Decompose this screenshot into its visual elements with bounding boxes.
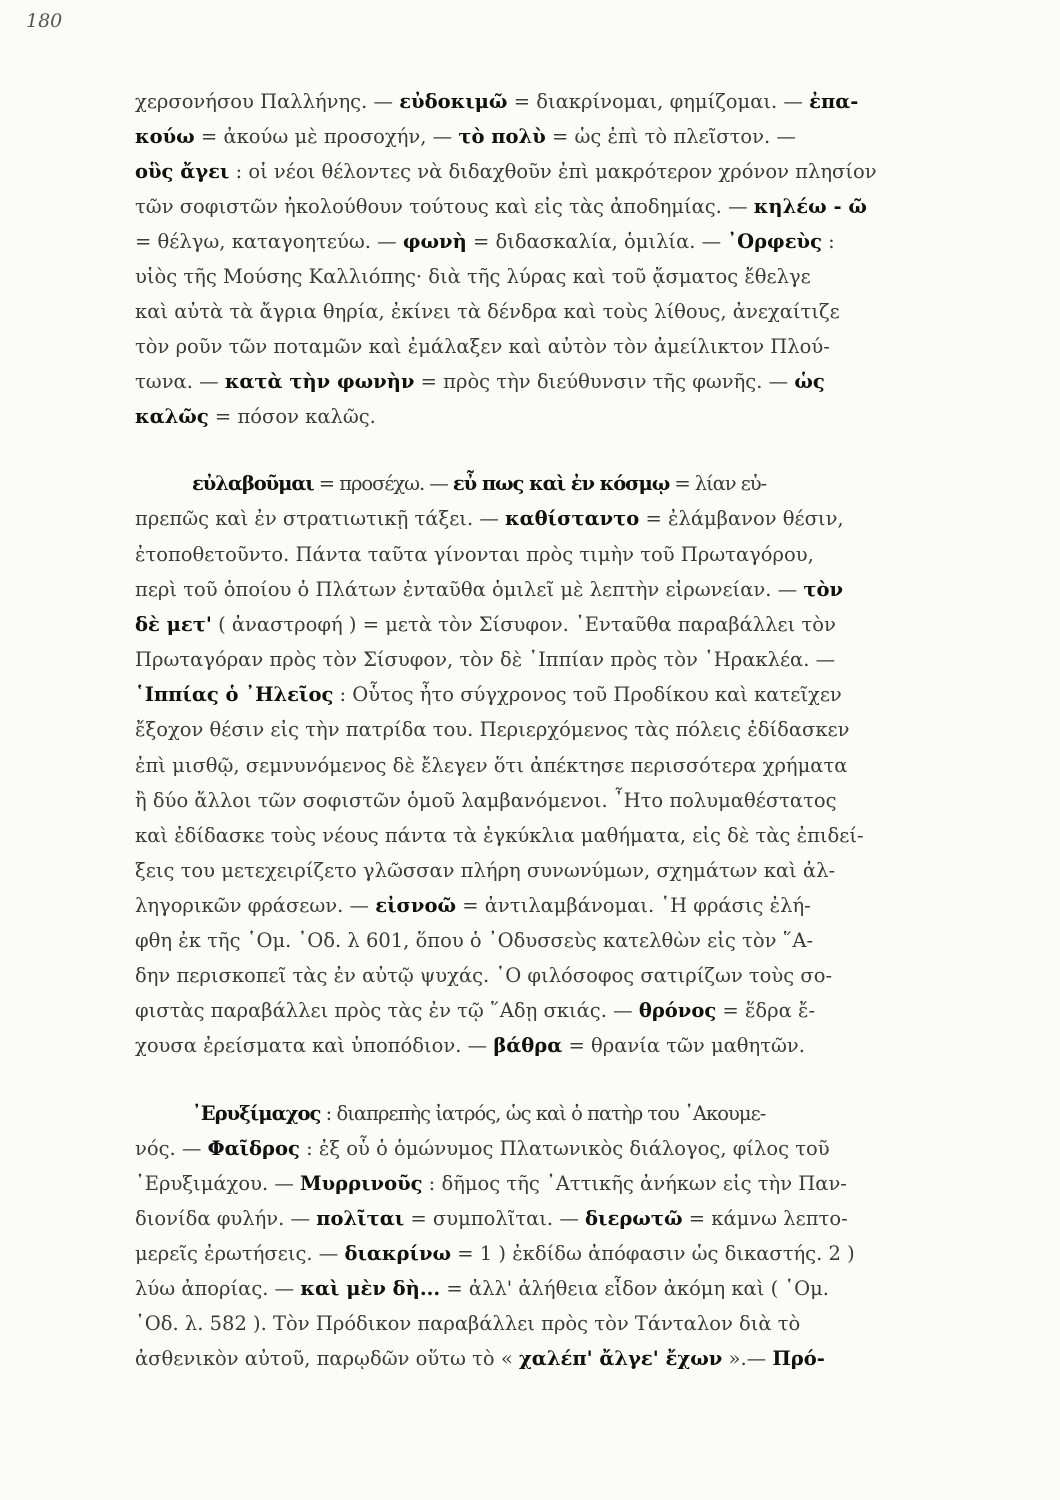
text-line (135, 263, 995, 291)
text-line (135, 787, 995, 815)
gloss-text: διονίδα φυλήν. — (135, 1207, 317, 1230)
text-line (135, 368, 995, 396)
lemma-term: οὓς ἄγει (135, 160, 230, 183)
text-line (135, 1205, 995, 1233)
text-line (135, 298, 995, 326)
text-line (135, 1135, 995, 1163)
text-line (135, 927, 995, 955)
gloss-text: = ἀντιλαμβάνομαι. ῾Η φράσις ἐλή- (456, 894, 811, 917)
text-line (135, 193, 995, 221)
text-line (135, 403, 995, 431)
gloss-text: = θρανία τῶν μαθητῶν. (562, 1034, 805, 1057)
lemma-term: ᾿Ερυξίμαχος (192, 1102, 321, 1125)
gloss-text: ᾿Ερυξιμάχου. — (135, 1172, 301, 1195)
lemma-term: καὶ μὲν δὴ... (300, 1277, 441, 1300)
lemma-term: Μυρρινοῦς (300, 1172, 423, 1195)
gloss-text: δην περισκοπεῖ τὰς ἐν αὐτῷ ψυχάς. ῾Ο φιλόσοφος σατιρίζων τοὺς σο- (135, 964, 833, 987)
gloss-text: = λίαν εὐ- (669, 472, 767, 495)
gloss-text: ληγορικῶν φράσεων. — (135, 894, 376, 917)
gloss-text: νός. — (135, 1137, 208, 1160)
gloss-text: = διδασκαλία, ὁμιλία. — (466, 230, 728, 253)
gloss-text: ᾿Οδ. λ. 582 ). Τὸν Πρόδικον παραβάλλει πρὸς τὸν Τάνταλον διὰ τὸ (135, 1312, 801, 1335)
text-line (135, 892, 995, 920)
text-line (135, 611, 995, 639)
text-line (135, 158, 995, 186)
gloss-text: = ἕδρα ἔ- (716, 999, 816, 1022)
text-line (135, 962, 995, 990)
lemma-term: ἐπα- (809, 90, 859, 113)
lemma-term: Πρό- (772, 1347, 825, 1370)
gloss-text: = 1 ) ἐκδίδω ἀπόφασιν ὡς δικαστής. 2 ) (451, 1242, 855, 1265)
lemma-term: ὡς (794, 370, 825, 393)
lemma-term: Φαῖδρος (207, 1137, 300, 1160)
text-line (135, 228, 995, 256)
text-line (135, 541, 995, 569)
lemma-term: διακρίνω (344, 1242, 452, 1265)
gloss-text: = συμπολῖται. — (404, 1207, 586, 1230)
lemma-term: φωνὴ (402, 230, 467, 253)
gloss-text: = θέλγω, καταγοητεύω. — (135, 230, 403, 253)
lemma-term: ᾿Ορφεὺς (727, 230, 822, 253)
gloss-text: ἔξοχον θέσιν εἰς τὴν πατρίδα του. Περιερχόμενος τὰς πόλεις ἐδίδασκεν (135, 718, 850, 741)
text-line (135, 752, 995, 780)
lemma-term: πολῖται (316, 1207, 405, 1230)
gloss-text: ἐτοποθετοῦντο. Πάντα ταῦτα γίνονται πρὸς τιμὴν τοῦ Πρωταγόρου, (135, 543, 814, 566)
gloss-text: = προσέχω. — (313, 472, 453, 495)
text-line (135, 333, 995, 361)
gloss-text: : (821, 230, 835, 253)
gloss-text: ἀσθενικὸν αὐτοῦ, παρῳδῶν οὕτω τὸ « (135, 1347, 519, 1370)
gloss-text: λύω ἀπορίας. — (135, 1277, 301, 1300)
lemma-term: εὐδοκιμῶ (399, 90, 508, 113)
lemma-term: τὸ πολὺ (458, 125, 546, 148)
text-line (135, 1275, 995, 1303)
gloss-text: ( ἀναστροφή ) = μετὰ τὸν Σίσυφον. ᾿Ενταῦθα παραβάλλει τὸν (211, 613, 836, 636)
text-line (192, 1100, 1052, 1128)
lemma-term: εἰσνοῶ (375, 894, 457, 917)
lemma-term: κατὰ τὴν φωνὴν (224, 370, 415, 393)
lemma-term: θρόνος (638, 999, 717, 1022)
gloss-text: πρεπῶς καὶ ἐν στρατιωτικῇ τάξει. — (135, 507, 506, 530)
text-line (135, 505, 995, 533)
gloss-text: φθη ἐκ τῆς ῾Ομ. ᾿Οδ. λ 601, ὅπου ὁ ᾿Οδυσσεὺς κατελθὼν εἰς τὸν ῞Α- (135, 929, 814, 952)
gloss-text: ἢ δύο ἄλλοι τῶν σοφιστῶν ὁμοῦ λαμβανόμενοι. ῏Ητο πολυμαθέστατος (135, 789, 837, 812)
gloss-text: μερεῖς ἐρωτήσεις. — (135, 1242, 345, 1265)
gloss-text: ».— (722, 1347, 773, 1370)
gloss-text: καὶ αὐτὰ τὰ ἄγρια θηρία, ἐκίνει τὰ δένδρα καὶ τοὺς λίθους, ἀνεχαίτιζε (135, 300, 840, 323)
text-line (135, 716, 995, 744)
gloss-text: = πρὸς τὴν διεύθυνσιν τῆς φωνῆς. — (414, 370, 795, 393)
lemma-term: ῾Ιππίας ὁ ᾿Ηλεῖος (135, 683, 334, 706)
gloss-text: : δῆμος τῆς ᾿Αττικῆς ἀνήκων εἰς τὴν Παν- (422, 1172, 847, 1195)
text-line (135, 822, 995, 850)
gloss-text: = ἐλάμβανον θέσιν, (639, 507, 844, 530)
gloss-text: = κάμνω λεπτο- (682, 1207, 848, 1230)
gloss-text: χουσα ἐρείσματα καὶ ὑποπόδιον. — (135, 1034, 494, 1057)
lemma-term: εὖ πως καὶ ἐν κόσμῳ (452, 472, 670, 495)
gloss-text: = ἀλλ' ἀλήθεια εἶδον ἀκόμη καὶ ( ῾Ομ. (440, 1277, 829, 1300)
gloss-text: : ἐξ οὗ ὁ ὁμώνυμος Πλατωνικὸς διάλογος, φίλος τοῦ (299, 1137, 830, 1160)
lemma-term: κηλέω - ῶ (753, 195, 867, 218)
text-line (135, 1032, 995, 1060)
text-line (135, 997, 995, 1025)
lemma-term: δὲ μετ' (135, 613, 212, 636)
gloss-text: : οἱ νέοι θέλοντες νὰ διδαχθοῦν ἐπὶ μακρότερον χρόνον πλησίον (229, 160, 877, 183)
lemma-term: διερωτῶ (585, 1207, 683, 1230)
gloss-text: Πρωταγόραν πρὸς τὸν Σίσυφον, τὸν δὲ ῾Ιππίαν πρὸς τὸν ῾Ηρακλέα. — (135, 648, 836, 671)
gloss-text: = ὡς ἐπὶ τὸ πλεῖστον. — (545, 125, 796, 148)
lemma-term: βάθρα (493, 1034, 563, 1057)
gloss-text: : διαπρεπὴς ἰατρός, ὡς καὶ ὁ πατὴρ του ᾿Ακουμε- (320, 1102, 766, 1125)
lemma-term: τὸν (803, 578, 843, 601)
text-line (135, 1310, 995, 1338)
gloss-text: = διακρίνομαι, φημίζομαι. — (507, 90, 810, 113)
gloss-text: : Οὗτος ἦτο σύγχρονος τοῦ Προδίκου καὶ κατεῖχεν (333, 683, 842, 706)
gloss-text: χερσονήσου Παλλήνης. — (135, 90, 400, 113)
gloss-text: = ἀκούω μὲ προσοχήν, — (194, 125, 459, 148)
text-line (135, 88, 995, 116)
gloss-text: τὸν ροῦν τῶν ποταμῶν καὶ ἐμάλαξεν καὶ αὐτὸν τὸν ἀμείλικτον Πλού- (135, 335, 830, 358)
lemma-term: εὐλαβοῦμαι (192, 472, 314, 495)
gloss-text: καὶ ἐδίδασκε τοὺς νέους πάντα τὰ ἐγκύκλια μαθήματα, εἰς δὲ τὰς ἐπιδεί- (135, 824, 864, 847)
text-line (135, 1240, 995, 1268)
gloss-text: = πόσον καλῶς. (208, 405, 376, 428)
text-line (135, 1170, 995, 1198)
gloss-text: ξεις του μετεχειρίζετο γλῶσσαν πλήρη συνωνύμων, σχημάτων καὶ ἀλ- (135, 859, 836, 882)
gloss-text: τῶν σοφιστῶν ἠκολούθουν τούτους καὶ εἰς τὰς ἀποδημίας. — (135, 195, 754, 218)
text-line (135, 1345, 995, 1373)
text-line (135, 576, 995, 604)
text-line (135, 123, 995, 151)
lemma-term: καθίσταντο (505, 507, 640, 530)
text-line (135, 681, 995, 709)
text-line (192, 470, 1052, 498)
text-line (135, 646, 995, 674)
gloss-text: φιστὰς παραβάλλει πρὸς τὰς ἐν τῷ ῞Αδῃ σκιάς. — (135, 999, 639, 1022)
gloss-text: ἐπὶ μισθῷ, σεμνυνόμενος δὲ ἔλεγεν ὅτι ἀπέκτησε περισσότερα χρήματα (135, 754, 848, 777)
lemma-term: καλῶς (135, 405, 209, 428)
lemma-term: κούω (135, 125, 195, 148)
lemma-term: χαλέπ' ἄλγε' ἔχων (518, 1347, 723, 1370)
gloss-text: περὶ τοῦ ὁποίου ὁ Πλάτων ἐνταῦθα ὁμιλεῖ μὲ λεπτὴν εἰρωνείαν. — (135, 578, 804, 601)
gloss-text: υἱὸς τῆς Μούσης Καλλιόπης· διὰ τῆς λύρας καὶ τοῦ ᾄσματος ἔθελγε (135, 265, 811, 288)
gloss-text: τωνα. — (135, 370, 225, 393)
page-number: 180 (26, 10, 63, 32)
text-line (135, 857, 995, 885)
